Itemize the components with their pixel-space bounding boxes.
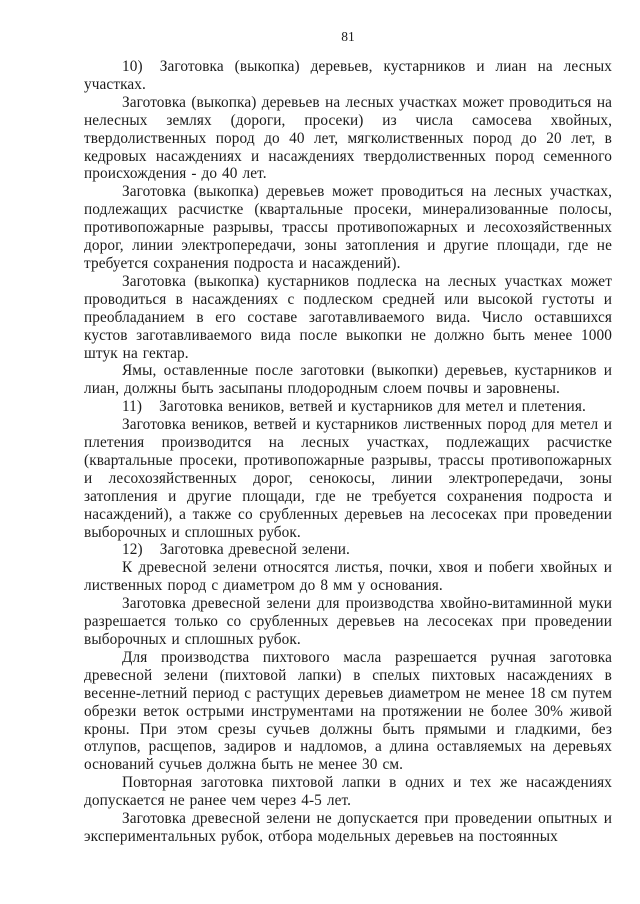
page-number: 81 <box>341 29 355 44</box>
paragraph: Повторная заготовка пихтовой лапки в одних и тех же насаждениях допускается не ранее чем через 4-5 лет. <box>84 774 612 810</box>
item-number: 12) <box>122 541 143 559</box>
document-body <box>84 58 612 846</box>
paragraph: Заготовка (выкопка) деревьев на лесных участках может проводиться на нелесных землях (дороги, просеки) из числа самосева хвойных, твердолиственных пород до 40 лет, мягколиственных пород до 20 лет, в кедровых насаждениях и насаждениях твердолиственных пород семенного происхождения - до 40 лет. <box>84 93 612 183</box>
paragraph: К древесной зелени относятся листья, почки, хвоя и побеги хвойных и лиственных пород с диаметром до 8 мм у основания. <box>84 559 612 595</box>
paragraph: Заготовка (выкопка) деревьев может проводиться на лесных участках, подлежащих расчистке (квартальные просеки, минерализованные полосы, противопожарные разрывы, трассы противопожарных и лесохозяйственных дорог, линии электропередачи, зоны затопления и другие площади, где не требуется сохранения подроста и насаждений). <box>84 183 612 272</box>
item-number: 10) <box>122 58 143 75</box>
numbered-paragraph: 12) Заготовка древесной зелени. <box>122 541 350 559</box>
numbered-paragraph: 10) Заготовка (выкопка) деревьев, кустарников и лиан на лесных участках. <box>84 58 612 93</box>
paragraph: Заготовка веников, ветвей и кустарников лиственных пород для метел и плетения производится на лесных участках, подлежащих расчистке (квартальные просеки, противопожарные разрывы, трассы противопожарных и лесохозяйственных дорог, сенокосы, линии электропередачи, зоны затопления и другие площади, где не требуется сохранения подроста и насаждений), а также со срубленных деревьев на лесосеках при проведении выборочных и сплошных рубок. <box>84 416 612 541</box>
paragraph: Заготовка древесной зелени для производства хвойно-витаминной муки разрешается только со срубленных деревьев на лесосеках при проведении выборочных и сплошных рубок. <box>84 595 612 648</box>
numbered-paragraph: 11) Заготовка веников, ветвей и кустарников для метел и плетения. <box>122 398 586 416</box>
paragraph: Для производства пихтового масла разрешается ручная заготовка древесной зелени (пихтовой лапки) в спелых пихтовых насаждениях в весенне-летний период с растущих деревьев диаметром не менее 18 см путем обрезки веток острыми инструментами на протяжении не более 30% живой кроны. При этом срезы сучьев должны быть прямыми и гладкими, без отлупов, расщепов, задиров и надломов, а длина оставляемых на деревьях оснований сучьев должна быть не менее 30 см. <box>84 648 612 774</box>
paragraph: Ямы, оставленные после заготовки (выкопки) деревьев, кустарников и лиан, должны быть засыпаны плодородным слоем почвы и заровнены. <box>84 362 612 398</box>
paragraph: Заготовка древесной зелени не допускается при проведении опытных и экспериментальных рубок, отбора модельных деревьев на постоянных <box>84 810 612 845</box>
paragraph: Заготовка (выкопка) кустарников подлеска на лесных участках может проводиться в насаждениях с подлеском средней или высокой густоты и преобладанием в его составе заготавливаемого вида. Число оставшихся кустов заготавливаемого вида после выкопки не должно быть менее 1000 штук на гектар. <box>84 272 612 362</box>
item-number: 11) <box>122 398 143 416</box>
